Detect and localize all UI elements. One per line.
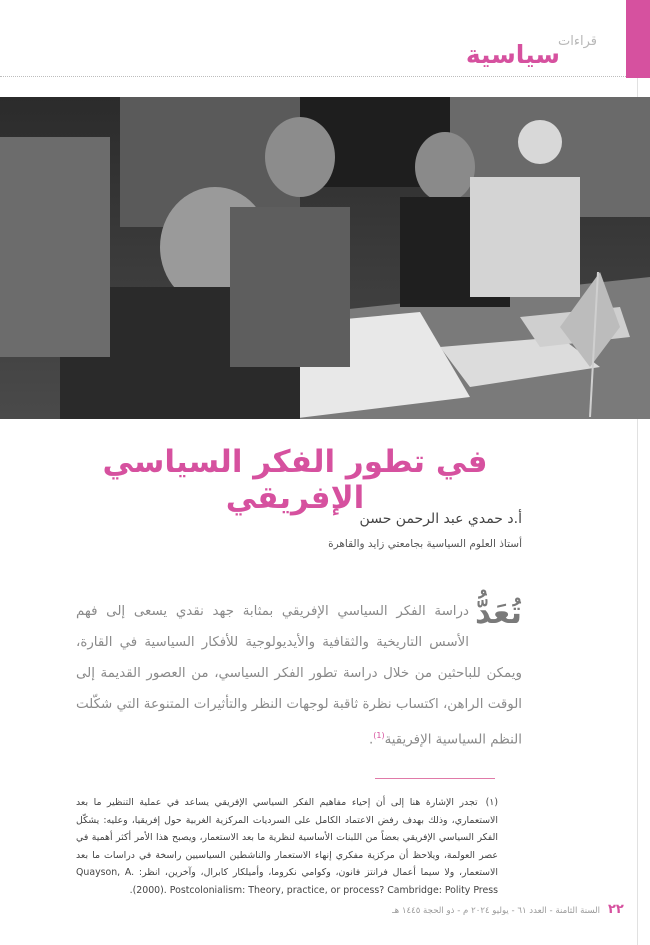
header-dotted-rule: [0, 76, 626, 77]
photo-illustration: [0, 97, 650, 419]
running-footer: السنة الثامنة - العدد ٦١ - يوليو ٢٠٢٤ م - ذو الحجة ١٤٤٥ هـ: [392, 906, 600, 916]
author-name: أ.د حمدي عبد الرحمن حسن: [359, 511, 522, 527]
article-title: في تطور الفكر السياسي الإفريقي: [102, 444, 488, 516]
body-paragraph: دراسة الفكر السياسي الإفريقي بمثابة جهد نقدي يسعى إلى فهم الأسس التاريخية والثقافية والأيديولوجية للأفكار السياسية في القارة، ويمكن للباحثين من خلال دراسة تطور الفكر السياسي، من العصور القديمة إلى الوقت الراهن، اكتساب نظرة ثاقبة لوجهات النظر والتأثيرات المتنوعة التي شكّلت النظم السياسية الإفريقية: [76, 604, 522, 748]
footnote: [76, 794, 498, 900]
section-title: سياسية: [465, 40, 560, 69]
footnote-text: تجدر الإشارة هنا إلى أن إحياء مفاهيم الفكر السياسي الإفريقي يساعد في عملية التنظير ما بعد الاستعماري، وذلك بهدف رفض الاعتماد الكامل على السرديات المركزية الغربية حول إفريقيا، وعليه: يشكّل الفكر السياسي الإفريقي بعضاً من اللبنات الأساسية لنظرية ما بعد الاستعمار، ويصبح هذا الأمر أكثر أهمية في عصر العولمة، ويلاحظ أن مركزية مفكري إنهاء الاستعمار والناشطين السياسيين راسخة في دراسات ما بعد الاستعمار، ولا سيما أعمال فرانتز فانون، وكوامي نكروما، وأميلكار كابرال، وآخرين، انظر: Quayson, A. (2000). Postcolonialism: Theory, practice, or process? Cambridge: Polity Press.: [76, 797, 498, 896]
footnote-separator: [375, 778, 495, 779]
section-kicker: قراءات: [558, 34, 597, 49]
section-color-tab: [626, 0, 650, 78]
drop-cap-word: تُعَدُّ: [474, 595, 522, 631]
article-body: [76, 596, 522, 755]
footnote-number: (١): [485, 797, 498, 808]
page-header: [0, 0, 650, 78]
page-number: ٢٢: [608, 902, 624, 917]
body-end: .: [368, 732, 374, 748]
article-photo: [0, 97, 650, 419]
author-affiliation: أستاذ العلوم السياسية بجامعتي زايد والقاهرة: [328, 538, 522, 550]
footnote-reference[interactable]: (1): [373, 731, 385, 740]
